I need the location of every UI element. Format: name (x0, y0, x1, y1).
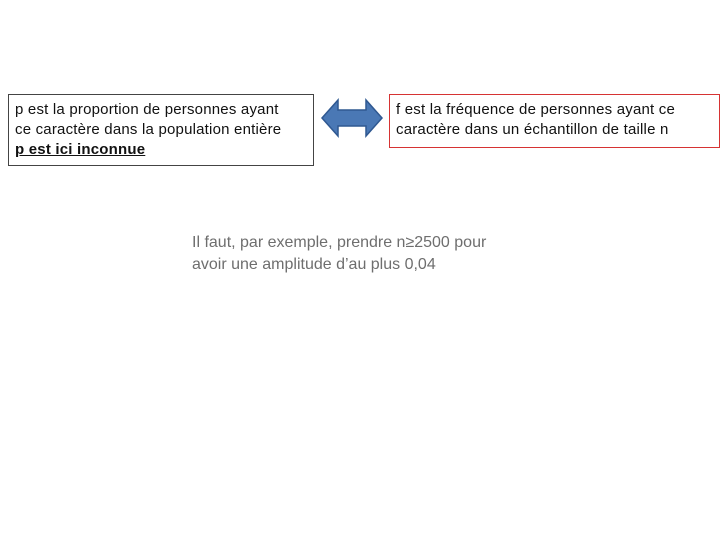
note-line-2: avoir une amplitude d’au plus 0,04 (192, 256, 436, 273)
double-arrow-icon (320, 96, 384, 140)
right-box-line-1: f est la fréquence de personnes ayant ce (396, 101, 676, 118)
left-box-line-1: p est la proportion de personnes ayant (15, 101, 279, 118)
left-box-line-2: ce caractère dans la population entière (15, 121, 282, 138)
population-proportion-box (8, 94, 314, 166)
sample-size-note (192, 232, 486, 276)
sample-frequency-box (389, 94, 720, 148)
note-line-1: Il faut, par exemple, prendre n≥2500 pour (192, 234, 487, 251)
right-box-line-2: caractère dans un échantillon de taille n (396, 121, 669, 138)
double-arrow-shape (322, 100, 382, 136)
left-box-line-3: p est ici inconnue (15, 141, 146, 158)
